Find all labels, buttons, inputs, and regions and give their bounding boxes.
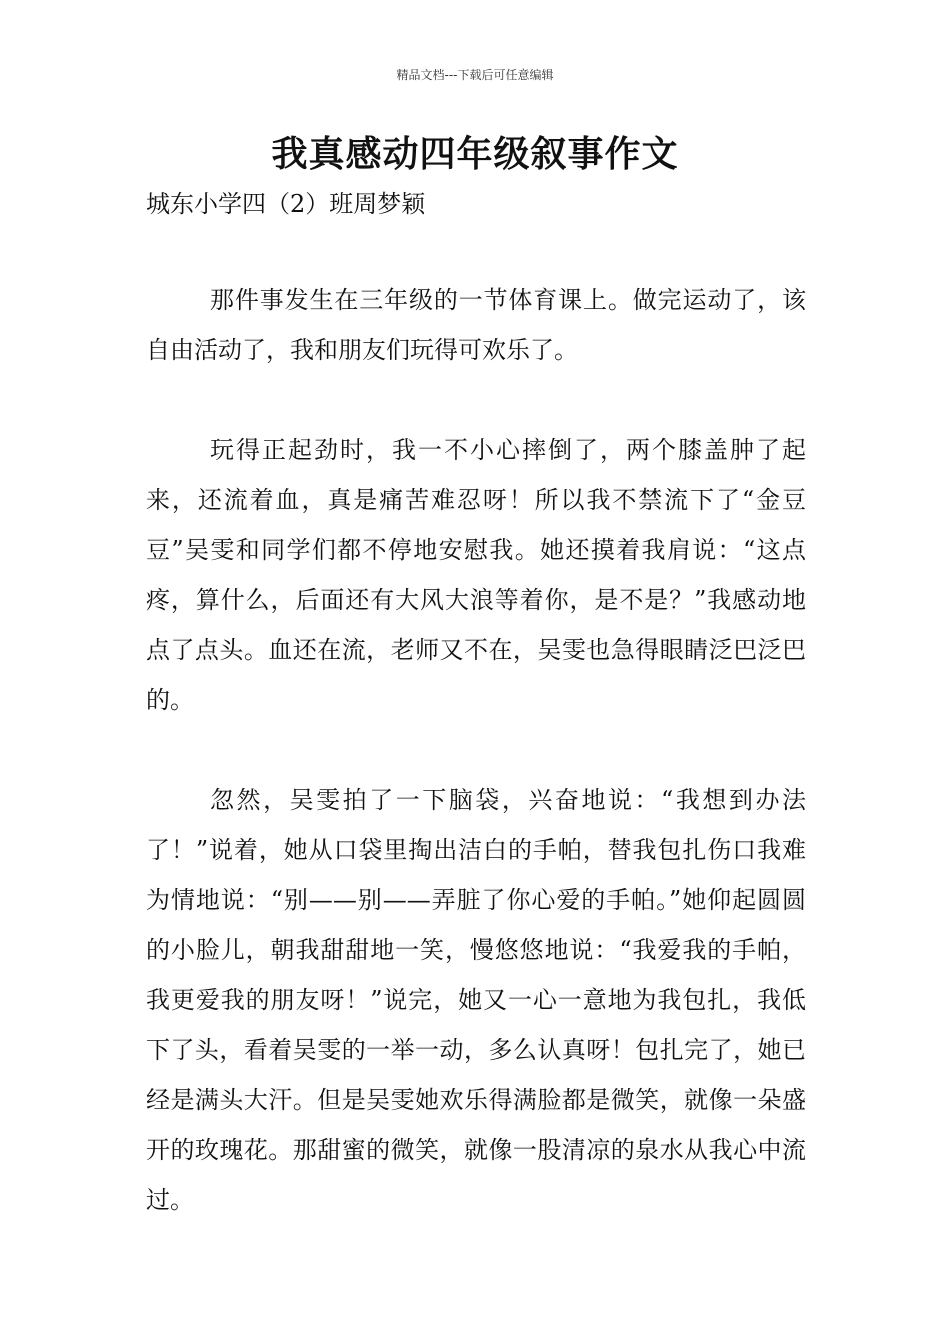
paragraph: 玩得正起劲时，我一不小心摔倒了，两个膝盖肿了起来，还流着血，真是痛苦难忍呀！所以我不禁流下了“金豆豆”吴雯和同学们都不停地安慰我。她还摸着我肩说：“这点疼，算什么，后面还有大风大浪等着你，是不是？”我感动地点了点头。血还在流，老师又不在，吴雯也急得眼睛泛巴泛巴的。 bbox=[146, 436, 806, 714]
paragraph: 忽然，吴雯拍了一下脑袋，兴奋地说：“我想到办法了！”说着，她从口袋里掏出洁白的手帕，替我包扎伤口我难为情地说：“别——别——弄脏了你心爱的手帕。”她仰起圆圆的小脸儿，朝我甜甜地一笑，慢悠悠地说：“我爱我的手帕，我更爱我的朋友呀！”说完，她又一心一意地为我包扎，我低下了头，看着吴雯的一举一动，多么认真呀！包扎完了，她已经是满头大汗。但是吴雯她欢乐得满脸都是微笑，就像一朵盛开的玫瑰花。那甜蜜的微笑，就像一股清凉的泉水从我心中流过。 bbox=[146, 786, 806, 1214]
document-title: 我真感动四年级叙事作文 bbox=[271, 134, 679, 175]
paragraph-3-block bbox=[146, 775, 806, 1225]
paragraph: 那件事发生在三年级的一节体育课上。做完运动了，该自由活动了，我和朋友们玩得可欢乐了。 bbox=[146, 286, 806, 364]
paragraph-1-block bbox=[146, 275, 806, 375]
author-line: 城东小学四（2）班周梦颖 bbox=[146, 190, 426, 218]
paragraph-2-block bbox=[146, 425, 806, 725]
header-note: 精品文档---下载后可任意编辑 bbox=[396, 68, 554, 82]
